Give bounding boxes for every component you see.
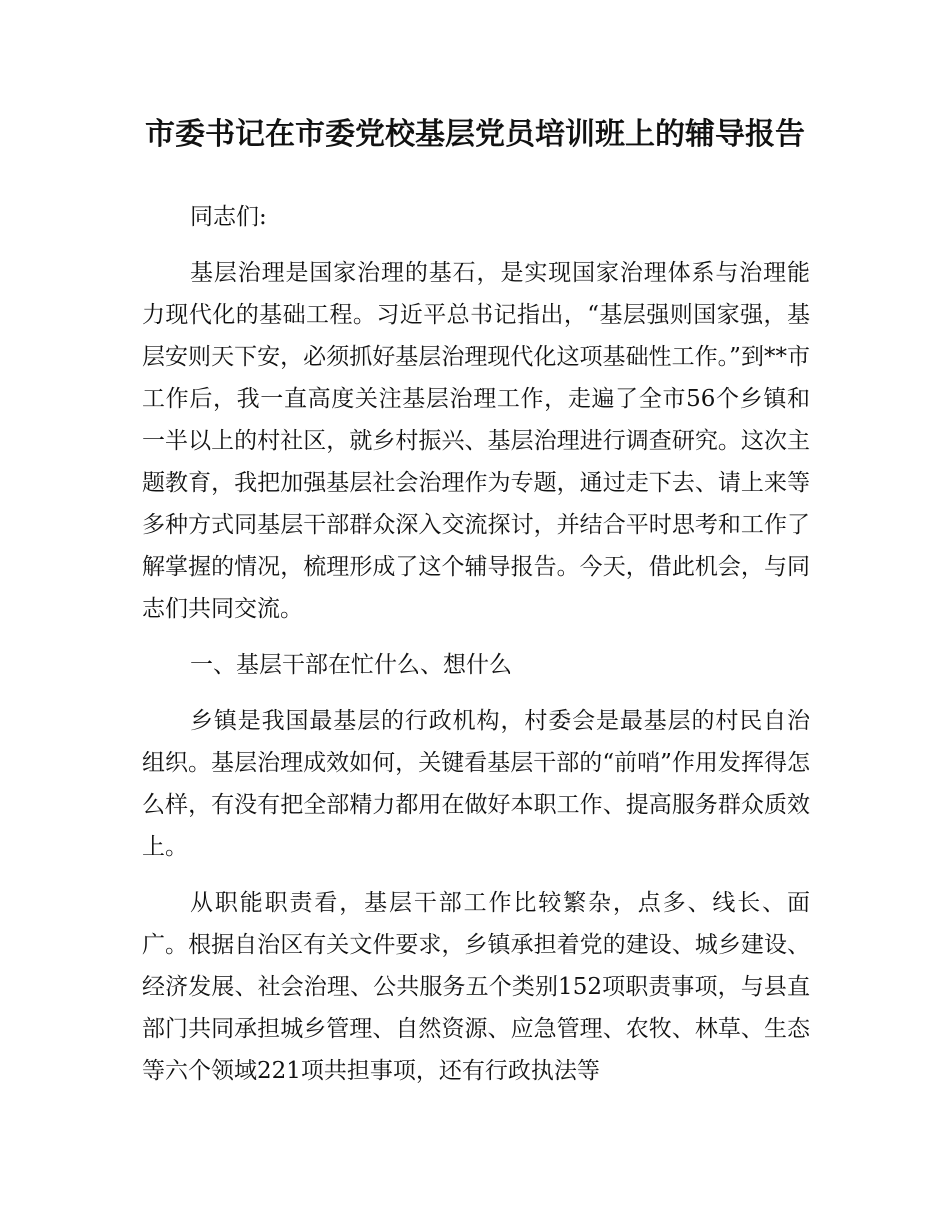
document-body [142, 196, 810, 1106]
section-heading: 一、基层干部在忙什么、想什么 [190, 652, 512, 678]
body-paragraph: 从职能职责看，基层干部工作比较繁杂，点多、线长、面广。根据自治区有关文件要求，乡镇承担着党的建设、城乡建设、经济发展、社会治理、公共服务五个类别152项职责事项，与县直部门共同承担城乡管理、自然资源、应急管理、农牧、林草、生态等六个领域221项共担事项，还有行政执法等 [142, 890, 810, 1084]
salutation-paragraph: 同志们: [190, 204, 267, 230]
body-paragraph: 乡镇是我国最基层的行政机构，村委会是最基层的村民自治组织。基层治理成效如何，关键看基层干部的“前哨”作用发挥得怎么样，有没有把全部精力都用在做好本职工作、提高服务群众质效上。 [142, 708, 810, 860]
body-paragraph: 基层治理是国家治理的基石，是实现国家治理体系与治理能力现代化的基础工程。习近平总书记指出，“基层强则国家强，基层安则天下安，必须抓好基层治理现代化这项基础性工作。”到**市工作后，我一直高度关注基层治理工作，走遍了全市56个乡镇和一半以上的村社区，就乡村振兴、基层治理进行调查研究。这次主题教育，我把加强基层社会治理作为专题，通过走下去、请上来等多种方式同基层干部群众深入交流探讨，并结合平时思考和工作了解掌握的情况，梳理形成了这个辅导报告。今天，借此机会，与同志们共同交流。 [142, 260, 810, 622]
document-title: 市委书记在市委党校基层党员培训班上的辅导报告 [145, 117, 805, 152]
